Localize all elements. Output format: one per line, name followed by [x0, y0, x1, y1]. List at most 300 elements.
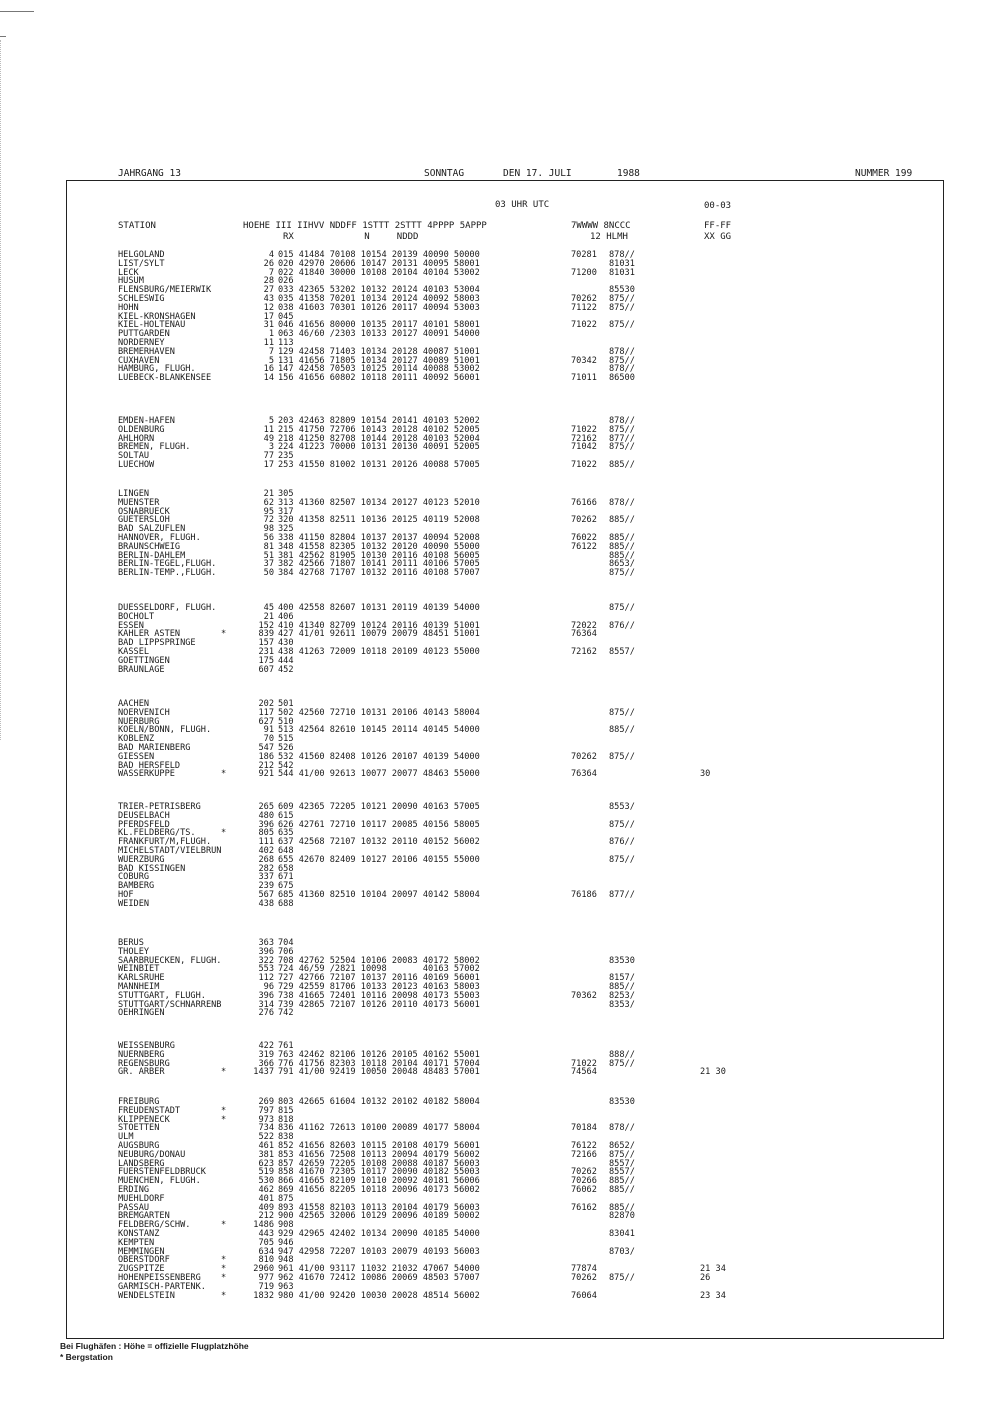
station-name: NUERNBERG	[118, 1049, 165, 1060]
observation-groups: 502 42560 72710 10131 20106 40143 58004	[278, 707, 480, 718]
weather-group: 76364	[571, 629, 597, 640]
elevation: 530	[258, 1176, 274, 1187]
observation-groups: 615	[278, 810, 294, 821]
elevation: 401	[258, 1193, 274, 1204]
station-name: TRIER-PETRISBERG	[118, 802, 201, 812]
station-name: KIEL-KRONSHAGEN	[118, 311, 196, 322]
station-name: NEUBURG/DONAU	[118, 1149, 186, 1160]
observation-groups: 253 41550 81002 10131 20126 40088 57005	[278, 460, 480, 470]
elevation: 95	[263, 506, 274, 517]
observation-groups: 131 41656 71805 10134 20127 40089 51001	[278, 355, 480, 366]
station-name: HUSUM	[118, 276, 144, 287]
cloud-group: 83530	[609, 1097, 635, 1107]
cloud-group: 8353/	[609, 999, 635, 1010]
elevation: 239	[258, 881, 274, 892]
elevation: 5	[268, 416, 274, 426]
elevation: 14	[263, 373, 274, 384]
frame-top	[66, 180, 944, 181]
elevation: 7	[268, 346, 274, 357]
weather-group: 76162	[571, 1202, 597, 1213]
observation-groups: 688	[278, 898, 294, 909]
station-row	[0, 891, 1000, 900]
elevation: 409	[258, 1202, 274, 1213]
station-name: BERLIN-TEGEL,FLUGH.	[118, 559, 217, 570]
observation-groups: 929 42965 42402 10134 20090 40185 54000	[278, 1229, 480, 1239]
station-name: GR. ARBER	[118, 1067, 165, 1078]
weather-group: 76364	[571, 769, 597, 780]
elevation: 438	[258, 898, 274, 909]
mountain-marker: *	[221, 1273, 227, 1283]
station-name: ESSEN	[118, 620, 144, 631]
observation-groups: 866 41665 82109 10110 20092 40181 56006	[278, 1176, 480, 1187]
station-name: WASSERKUPPE	[118, 769, 175, 780]
elevation: 547	[258, 743, 274, 753]
weather-group: 77874	[571, 1264, 597, 1275]
cloud-group: 8253/	[609, 990, 635, 1001]
elevation: 17	[263, 460, 274, 470]
elevation: 282	[258, 863, 274, 874]
weather-group: 72162	[571, 647, 597, 657]
legend-mountain-station: * Bergstation	[60, 1352, 113, 1362]
observation-groups: 526	[278, 743, 294, 753]
observation-groups: 742	[278, 1008, 294, 1019]
mountain-marker: *	[221, 769, 227, 780]
elevation: 705	[258, 1237, 274, 1248]
elevation: 322	[258, 955, 274, 966]
cloud-group: 885//	[609, 1176, 635, 1187]
station-row	[0, 569, 1000, 578]
elevation: 72	[263, 515, 274, 526]
weather-group: 70262	[571, 294, 597, 304]
elevation: 363	[258, 938, 274, 948]
cloud-group: 877//	[609, 890, 635, 900]
elevation: 49	[263, 433, 274, 444]
observation-groups: 022 41840 30000 10108 20104 40104 53002	[278, 267, 480, 278]
elevation: 112	[258, 973, 274, 984]
station-name: KARLSRUHE	[118, 973, 165, 984]
observation-groups: 706	[278, 946, 294, 957]
cloud-group: 885//	[609, 982, 635, 992]
cloud-group: 878//	[609, 364, 635, 375]
observation-groups: 776 41756 82303 10118 20104 40171 57004	[278, 1058, 480, 1069]
observation-groups: 671	[278, 872, 294, 883]
cloud-group: 83041	[609, 1229, 635, 1239]
elevation: 1486	[253, 1220, 274, 1231]
station-name: WENDELSTEIN	[118, 1290, 175, 1301]
station-name: FREIBURG	[118, 1097, 160, 1107]
codes-column-subheader: RX N NDDD	[283, 232, 419, 242]
cloud-group: 888//	[609, 1049, 635, 1060]
cloud-group: 875//	[609, 355, 635, 366]
station-name: THOLEY	[118, 946, 150, 957]
observation-groups: 761	[278, 1041, 294, 1051]
observation-groups: 658	[278, 863, 294, 874]
observation-groups: 313 41360 82507 10134 20127 40123 52010	[278, 497, 480, 508]
weather-group: 70362	[571, 990, 597, 1001]
observation-groups: 035 41358 70201 10134 20124 40092 58003	[278, 294, 480, 304]
weather-group: 76122	[571, 541, 597, 552]
observation-groups: 763 42462 82106 10126 20105 40162 55001	[278, 1049, 480, 1060]
elevation: 921	[258, 769, 274, 780]
station-row	[0, 1068, 1000, 1077]
elevation: 422	[258, 1041, 274, 1051]
elevation: 4	[268, 250, 274, 260]
station-row	[0, 939, 1000, 948]
station-name: WEINBIET	[118, 964, 160, 975]
cloud-group: 885//	[609, 541, 635, 552]
observation-groups: 510	[278, 716, 294, 727]
cloud-group: 878//	[609, 1123, 635, 1134]
year: 1988	[617, 168, 640, 179]
weather-group: 70342	[571, 355, 597, 366]
elevation: 1832	[253, 1290, 274, 1301]
station-row	[0, 865, 1000, 874]
observation-groups: 708 42762 52504 10106 20083 40172 58002	[278, 955, 480, 966]
station-name: STUTTGART, FLUGH.	[118, 990, 206, 1001]
observation-groups: 948	[278, 1255, 294, 1266]
observation-groups: 963	[278, 1281, 294, 1292]
station-row	[0, 1195, 1000, 1204]
station-name: BAD MARIENBERG	[118, 743, 191, 753]
observation-groups: 338 41150 82804 10137 20137 40094 52008	[278, 533, 480, 543]
cloud-group: 875//	[609, 603, 635, 613]
station-name: BAMBERG	[118, 881, 155, 892]
observation-groups: 648	[278, 846, 294, 856]
observation-groups: 215 41750 72706 10143 20128 40102 52005	[278, 424, 480, 435]
elevation: 314	[258, 999, 274, 1010]
station-name: ULM	[118, 1132, 134, 1143]
cloud-group: 8652/	[609, 1141, 635, 1151]
scan-mark-dash	[0, 36, 6, 37]
observation-groups: 235	[278, 451, 294, 462]
station-row	[0, 443, 1000, 452]
station-name: FELDBERG/SCHW.	[118, 1220, 191, 1231]
station-name: KL.FELDBERG/TS.	[118, 828, 196, 839]
cloud-group: 885//	[609, 460, 635, 470]
cloud-group: 8557/	[609, 647, 635, 657]
elevation: 396	[258, 819, 274, 830]
station-name: BREMERHAVEN	[118, 346, 175, 357]
observation-groups: 815	[278, 1105, 294, 1116]
elevation: 462	[258, 1185, 274, 1195]
cloud-group: 8653/	[609, 559, 635, 570]
station-name: NOERVENICH	[118, 707, 170, 718]
elevation: 461	[258, 1141, 274, 1151]
mountain-marker: *	[221, 1114, 227, 1125]
cloud-group: 86500	[609, 373, 635, 384]
weather-group: 76122	[571, 1141, 597, 1151]
elevation: 805	[258, 828, 274, 839]
station-name: REGENSBURG	[118, 1058, 170, 1069]
elevation: 319	[258, 1049, 274, 1060]
station-name: FREUDENSTADT	[118, 1105, 181, 1116]
elevation: 396	[258, 990, 274, 1001]
elevation: 27	[263, 285, 274, 296]
cloud-group: 85530	[609, 285, 635, 296]
station-name: LUECHOW	[118, 460, 155, 470]
observation-groups: 961 41/00 93117 11032 21032 47067 54000	[278, 1264, 480, 1275]
elevation: 1437	[253, 1067, 274, 1078]
weather-group: 70184	[571, 1123, 597, 1134]
elevation: 157	[258, 638, 274, 649]
weather-group: 74564	[571, 1067, 597, 1078]
cloud-group: 81031	[609, 258, 635, 269]
station-name: NORDERNEY	[118, 338, 165, 348]
cloud-group: 83530	[609, 955, 635, 966]
station-name: WUERZBURG	[118, 854, 165, 865]
observation-groups: 063 46/60 /2303 10133 20127 40091 54000	[278, 329, 480, 340]
mountain-marker: *	[221, 1105, 227, 1116]
observation-groups: 015 41484 70108 10154 20139 40090 50000	[278, 250, 480, 260]
cloud-group: 875//	[609, 302, 635, 313]
observation-groups: 893 41558 82103 10113 20104 40179 56003	[278, 1202, 480, 1213]
station-name: BAD SALZUFLEN	[118, 524, 186, 535]
observation-groups: 729 42559 81706 10133 20123 40163 58003	[278, 982, 480, 992]
observation-groups: 853 41656 72508 10113 20094 40179 56002	[278, 1149, 480, 1160]
observation-groups: 704	[278, 938, 294, 948]
elevation: 627	[258, 716, 274, 727]
station-name: SOLTAU	[118, 451, 150, 462]
cloud-group: 875//	[609, 294, 635, 304]
observation-groups: 038 41603 70301 10126 20117 40094 53003	[278, 302, 480, 313]
cloud-group: 875//	[609, 819, 635, 830]
cloud-group: 885//	[609, 533, 635, 543]
observation-groups: 203 42463 82809 10154 20141 40103 52002	[278, 416, 480, 426]
elevation: 70	[263, 734, 274, 745]
r1-column-header: 7WWWW 8NCCC	[571, 221, 631, 231]
elevation: 522	[258, 1132, 274, 1143]
elevation: 91	[263, 725, 274, 736]
elevation: 7	[268, 267, 274, 278]
weather-group: 71022	[571, 320, 597, 331]
r1-column-subheader: 12 HLMH	[590, 232, 628, 242]
elevation: 3	[268, 442, 274, 453]
cloud-group: 885//	[609, 1185, 635, 1195]
weather-group: 71022	[571, 460, 597, 470]
cloud-group: 8557/	[609, 1158, 635, 1169]
station-name: OLDENBURG	[118, 424, 165, 435]
observation-groups: 020 42970 20606 10147 20131 40095 58001	[278, 258, 480, 269]
observation-groups: 382 42566 71807 10141 20111 40106 57005	[278, 559, 480, 570]
station-name: OBERSTDORF	[118, 1255, 170, 1266]
extra-group: 23 34	[700, 1290, 726, 1301]
station-row	[0, 461, 1000, 470]
station-name: HOF	[118, 890, 134, 900]
station-name: BERLIN-DAHLEM	[118, 550, 186, 561]
extra-group: 26	[700, 1273, 711, 1283]
elevation: 50	[263, 568, 274, 579]
station-name: NUERBURG	[118, 716, 160, 727]
cloud-group: 875//	[609, 568, 635, 579]
observation-groups: 609 42365 72205 10121 20090 40163 57005	[278, 802, 480, 812]
station-name: GIESSEN	[118, 751, 155, 762]
elevation: 212	[258, 1211, 274, 1222]
observation-groups: 532 41560 82408 10126 20107 40139 54000	[278, 751, 480, 762]
elevation: 337	[258, 872, 274, 883]
elevation: 268	[258, 854, 274, 865]
station-name: HAMBURG, FLUGH.	[118, 364, 196, 375]
elevation: 265	[258, 802, 274, 812]
station-name: LIST/SYLT	[118, 258, 165, 269]
observation-groups: 033 42365 53202 10132 20124 40103 53004	[278, 285, 480, 296]
station-name: KIEL-HOLTENAU	[118, 320, 186, 331]
weather-group: 72162	[571, 433, 597, 444]
station-name: GARMISCH-PARTENK.	[118, 1281, 206, 1292]
observation-groups: 727 42766 72107 10137 20116 40169 56001	[278, 973, 480, 984]
station-name: CUXHAVEN	[118, 355, 160, 366]
mountain-marker: *	[221, 629, 227, 640]
scan-mark-line	[0, 11, 34, 12]
station-row	[0, 1124, 1000, 1133]
station-name: MEMMINGEN	[118, 1246, 165, 1257]
station-name: OEHRINGEN	[118, 1008, 165, 1019]
elevation: 5	[268, 355, 274, 366]
cloud-group: 8557/	[609, 1167, 635, 1178]
cloud-group: 885//	[609, 515, 635, 526]
observation-groups: 444	[278, 655, 294, 666]
station-row	[0, 882, 1000, 891]
station-name: HOHN	[118, 302, 139, 313]
station-name: DEUSELBACH	[118, 810, 170, 821]
codes-column-header: HOEHE III IIHVV NDDFF 1STTT 2STTT 4PPPP 5APPP	[243, 221, 487, 231]
station-name: BRAUNLAGE	[118, 664, 165, 675]
observation-groups: 869 41656 82205 10118 20096 40173 56002	[278, 1185, 480, 1195]
elevation: 276	[258, 1008, 274, 1019]
station-row	[0, 1292, 1000, 1301]
elevation: 11	[263, 424, 274, 435]
station-name: GUETERSLOH	[118, 515, 170, 526]
station-name: LECK	[118, 267, 139, 278]
extra-group: 30	[700, 769, 711, 780]
station-name: KLIPPENECK	[118, 1114, 170, 1125]
elevation: 56	[263, 533, 274, 543]
observation-groups: 685 41360 82510 10104 20097 40142 58004	[278, 890, 480, 900]
station-name: STOETTEN	[118, 1123, 160, 1134]
station-name: KASSEL	[118, 647, 150, 657]
cloud-group: 878//	[609, 250, 635, 260]
elevation: 81	[263, 541, 274, 552]
observation-groups: 818	[278, 1114, 294, 1125]
elevation: 11	[263, 338, 274, 348]
station-name: BREMEN, FLUGH.	[118, 442, 191, 453]
elevation: 396	[258, 946, 274, 957]
observation-groups: 218 41250 82708 10144 20128 40103 52004	[278, 433, 480, 444]
observation-groups: 542	[278, 760, 294, 771]
station-name: DUESSELDORF, FLUGH.	[118, 603, 217, 613]
station-row	[0, 900, 1000, 909]
station-name: SCHLESWIG	[118, 294, 165, 304]
cloud-group: 877//	[609, 433, 635, 444]
elevation: 212	[258, 760, 274, 771]
observation-groups: 946	[278, 1237, 294, 1248]
cloud-group: 875//	[609, 320, 635, 331]
observation-groups: 427 41/01 92611 10079 20079 48451 51001	[278, 629, 480, 640]
observation-groups: 858 41670 72305 10117 20090 40182 55003	[278, 1167, 480, 1178]
elevation: 366	[258, 1058, 274, 1069]
station-name: WEIDEN	[118, 898, 150, 909]
station-name: ZUGSPITZE	[118, 1264, 165, 1275]
observation-groups: 739 42865 72107 10126 20110 40173 56001	[278, 999, 480, 1010]
elevation: 43	[263, 294, 274, 304]
station-row	[0, 1009, 1000, 1018]
observation-groups: 147 42458 70503 10125 20114 40088 53002	[278, 364, 480, 375]
station-name: MANNHEIM	[118, 982, 160, 992]
observation-groups: 544 41/00 92613 10077 20077 48463 55000	[278, 769, 480, 780]
observation-groups: 515	[278, 734, 294, 745]
elevation: 31	[263, 320, 274, 331]
observation-groups: 626 42761 72710 10117 20085 40156 58005	[278, 819, 480, 830]
elevation: 553	[258, 964, 274, 975]
station-name: AHLHORN	[118, 433, 155, 444]
station-name: HOHENPEISSENBERG	[118, 1273, 201, 1283]
cloud-group: 885//	[609, 725, 635, 736]
station-name: MUENCHEN, FLUGH.	[118, 1176, 201, 1187]
observation-groups: 675	[278, 881, 294, 892]
observation-groups: 852 41656 82603 10115 20108 40179 56001	[278, 1141, 480, 1151]
station-name: FRANKFURT/M,FLUGH.	[118, 837, 212, 848]
station-name: LINGEN	[118, 489, 150, 499]
elevation: 977	[258, 1273, 274, 1283]
elevation: 186	[258, 751, 274, 762]
station-name: LUEBECK-BLANKENSEE	[118, 373, 212, 384]
elevation: 96	[263, 982, 274, 992]
jahrgang: JAHRGANG 13	[118, 168, 181, 179]
cloud-group: 876//	[609, 620, 635, 631]
observation-groups: 046 41656 80000 10135 20117 40101 58001	[278, 320, 480, 331]
station-name: KONSTANZ	[118, 1229, 160, 1239]
mountain-marker: *	[221, 1220, 227, 1231]
elevation: 37	[263, 559, 274, 570]
station-name: BAD LIPPSPRINGE	[118, 638, 196, 649]
elevation: 719	[258, 1281, 274, 1292]
weather-group: 72166	[571, 1149, 597, 1160]
cloud-group: 875//	[609, 442, 635, 453]
elevation: 567	[258, 890, 274, 900]
mountain-marker: *	[221, 1255, 227, 1266]
station-name: MUEHLDORF	[118, 1193, 165, 1204]
station-name: BAD HERSFELD	[118, 760, 181, 771]
elevation: 231	[258, 647, 274, 657]
elevation: 28	[263, 276, 274, 287]
cloud-group: 8157/	[609, 973, 635, 984]
cloud-group: 875//	[609, 854, 635, 865]
extra-group: 21 34	[700, 1264, 726, 1275]
observation-groups: 637 42568 72107 10132 20110 40152 56002	[278, 837, 480, 848]
observation-groups: 791 41/00 92419 10050 20048 48483 57001	[278, 1067, 480, 1078]
weather-group: 71122	[571, 302, 597, 313]
observation-groups: 875	[278, 1193, 294, 1204]
station-name: LANDSBERG	[118, 1158, 165, 1169]
station-row	[0, 770, 1000, 779]
observation-groups: 224 41223 70000 10131 20130 40091 52005	[278, 442, 480, 453]
elevation: 381	[258, 1149, 274, 1160]
station-row	[0, 260, 1000, 269]
station-name: MUENSTER	[118, 497, 160, 508]
observation-groups: 980 41/00 92420 10030 20028 48514 56002	[278, 1290, 480, 1301]
station-name: KOBLENZ	[118, 734, 155, 745]
weather-group: 71011	[571, 373, 597, 384]
weather-group: 71200	[571, 267, 597, 278]
elevation: 519	[258, 1167, 274, 1178]
elevation: 810	[258, 1255, 274, 1266]
mountain-marker: *	[221, 1067, 227, 1078]
observation-groups: 635	[278, 828, 294, 839]
elevation: 839	[258, 629, 274, 640]
observation-groups: 113	[278, 338, 294, 348]
elevation: 26	[263, 258, 274, 269]
elevation: 17	[263, 311, 274, 322]
elevation: 111	[258, 837, 274, 848]
